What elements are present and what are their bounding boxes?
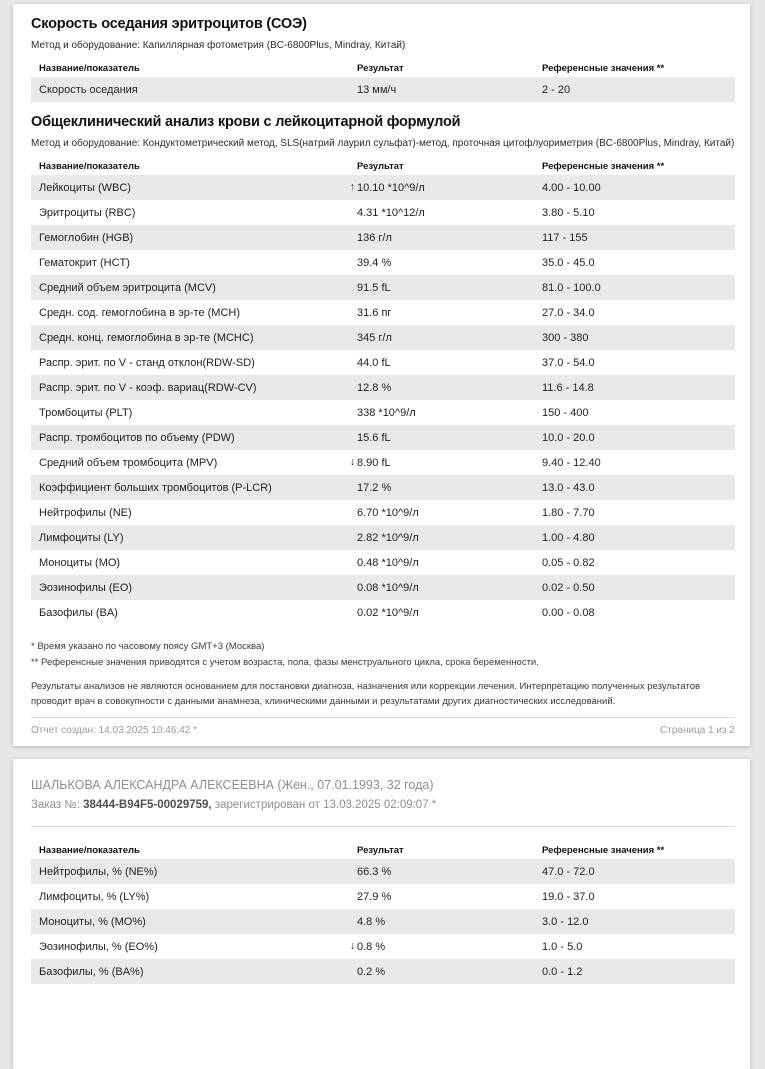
result-cell (357, 532, 542, 544)
result-cell (357, 966, 542, 978)
footnote-reference: ** Референсные значения приводятся с учетом возраста, пола, фазы менструального цикла, срока беременности. (31, 657, 539, 668)
param-name: Распр. эрит. по V - коэф. вариац(RDW-CV) (39, 381, 257, 394)
reference-range: 0.00 - 0.08 (542, 606, 595, 619)
report-created-timestamp: Отчет создан: 14.03.2025 10:46:42 * (31, 725, 197, 736)
result-value: 0.48 *10^9/л (357, 556, 419, 569)
reference-range: 13.0 - 43.0 (542, 481, 595, 494)
result-value: 31.6 пг (357, 306, 392, 319)
param-name: Моноциты, % (MO%) (39, 915, 146, 928)
reference-range: 300 - 380 (542, 331, 589, 344)
result-value: 27.9 % (357, 890, 392, 903)
result-cell (357, 407, 542, 419)
section-title-esr: Скорость оседания эритроцитов (СОЭ) (31, 16, 307, 32)
col-header-ref: Референсные значения ** (542, 62, 665, 74)
page-number: Страница 1 из 2 (660, 725, 735, 736)
order-info (31, 797, 735, 814)
result-value: 2.82 *10^9/л (357, 531, 419, 544)
param-name: Распр. тромбоцитов по объему (PDW) (39, 431, 235, 444)
reference-range: 9.40 - 12.40 (542, 456, 601, 469)
table-row (31, 959, 735, 984)
result-value: 4.8 % (357, 915, 386, 928)
result-cell (349, 455, 542, 469)
section-esr (31, 16, 735, 102)
param-name: Средний объем тромбоцита (MPV) (39, 456, 218, 469)
param-name: Базофилы, % (BA%) (39, 965, 144, 978)
method-line-cbc: Метод и оборудование: Кондуктометрический метод, SLS(натрий лаурил сульфат)-метод, проточная цитофлуориметрия (BC-6800Plus, Mindray, Китай) (31, 138, 735, 149)
table-row (31, 500, 735, 525)
result-cell (357, 257, 542, 269)
result-cell (357, 582, 542, 594)
result-cell (357, 307, 542, 319)
result-cell (357, 207, 542, 219)
esr-table-body (31, 77, 735, 102)
param-name: Средн. конц. гемоглобина в эр-те (MCHC) (39, 331, 254, 344)
result-cell (357, 332, 542, 344)
table-row (31, 909, 735, 934)
cbc-table-header (31, 157, 735, 175)
result-value: 0.08 *10^9/л (357, 581, 419, 594)
result-value: 6.70 *10^9/л (357, 506, 419, 519)
result-cell (357, 482, 542, 494)
table-row (31, 275, 735, 300)
param-name: Коэффициент больших тромбоцитов (P-LCR) (39, 481, 272, 494)
param-name: Эритроциты (RBC) (39, 206, 136, 219)
table-row (31, 450, 735, 475)
report-page-2 (13, 759, 750, 1069)
result-cell (357, 557, 542, 569)
param-name: Гемоглобин (HGB) (39, 231, 134, 244)
flag-arrow-icon: ↓ (349, 939, 355, 952)
result-value: 12.8 % (357, 381, 392, 394)
param-name: Лимфоциты, % (LY%) (39, 890, 150, 903)
reference-range: 47.0 - 72.0 (542, 865, 595, 878)
result-value: 4.31 *10^12/л (357, 206, 425, 219)
result-cell (357, 232, 542, 244)
result-cell (357, 866, 542, 878)
diff-table-header (31, 841, 735, 859)
table-row (31, 77, 735, 102)
order-registered: зарегистрирован от 13.03.2025 02:09:07 * (214, 799, 437, 811)
result-value: 66.3 % (357, 865, 392, 878)
col-header-name: Название/показатель (39, 62, 140, 74)
param-name: Средний объем эритроцита (MCV) (39, 281, 216, 294)
reference-range: 0.0 - 1.2 (542, 965, 583, 978)
reference-range: 3.0 - 12.0 (542, 915, 589, 928)
table-row (31, 475, 735, 500)
param-name: Моноциты (MO) (39, 556, 121, 569)
section-cbc (31, 114, 735, 625)
result-cell (357, 607, 542, 619)
param-name: Нейтрофилы, % (NE%) (39, 865, 158, 878)
page-footer (31, 717, 735, 736)
reference-range: 1.80 - 7.70 (542, 506, 595, 519)
result-value: 17.2 % (357, 481, 392, 494)
cbc-table (31, 157, 735, 625)
col-header-result: Результат (357, 62, 404, 74)
table-row (31, 400, 735, 425)
table-row (31, 525, 735, 550)
param-name: Средн. сод. гемоглобина в эр-те (MCH) (39, 306, 241, 319)
result-value: 44.0 fL (357, 356, 391, 369)
reference-range: 37.0 - 54.0 (542, 356, 595, 369)
table-row (31, 325, 735, 350)
result-value: 136 г/л (357, 231, 392, 244)
table-row (31, 934, 735, 959)
param-name: Гематокрит (HCT) (39, 256, 130, 269)
result-cell (357, 357, 542, 369)
table-row (31, 884, 735, 909)
result-value: 338 *10^9/л (357, 406, 416, 419)
result-value: 15.6 fL (357, 431, 391, 444)
col-header-result: Результат (357, 160, 404, 172)
result-value: 39.4 % (357, 256, 392, 269)
table-row (31, 175, 735, 200)
col-header-ref: Референсные значения ** (542, 160, 665, 172)
result-cell (357, 507, 542, 519)
table-row (31, 550, 735, 575)
col-header-name: Название/показатель (39, 844, 140, 856)
reference-range: 150 - 400 (542, 406, 589, 419)
reference-range: 4.00 - 10.00 (542, 181, 601, 194)
reference-range: 27.0 - 34.0 (542, 306, 595, 319)
result-cell (357, 916, 542, 928)
table-row (31, 859, 735, 884)
param-name: Эозинофилы, % (EO%) (39, 940, 158, 953)
reference-range: 117 - 155 (542, 231, 588, 244)
flag-arrow-icon: ↑ (349, 180, 355, 193)
result-cell (349, 939, 542, 953)
esr-table-header (31, 59, 735, 77)
header-divider (31, 826, 735, 827)
result-cell (357, 432, 542, 444)
result-value: 91.5 fL (357, 281, 391, 294)
reference-range: 19.0 - 37.0 (542, 890, 595, 903)
diff-table (31, 841, 735, 984)
reference-range: 2 - 20 (542, 83, 571, 96)
col-header-ref: Референсные значения ** (542, 844, 665, 856)
reference-range: 0.02 - 0.50 (542, 581, 595, 594)
reference-range: 81.0 - 100.0 (542, 281, 601, 294)
table-row (31, 250, 735, 275)
param-name: Нейтрофилы (NE) (39, 506, 132, 519)
table-row (31, 225, 735, 250)
param-name: Лейкоциты (WBC) (39, 181, 131, 194)
table-row (31, 600, 735, 625)
order-label: Заказ №: (31, 799, 80, 811)
table-row (31, 300, 735, 325)
report-page-1 (13, 4, 750, 746)
reference-range: 10.0 - 20.0 (542, 431, 595, 444)
col-header-result: Результат (357, 844, 404, 856)
cbc-table-body (31, 175, 735, 625)
esr-table (31, 59, 735, 102)
disclaimer-text: Результаты анализов не являются основанием для постановки диагноза, назначения или коррекции лечения. Интерпретацию полученных результатов проводит врач в совокупности с данными анамнеза, клиническими данными и результатами других диагностических исследований. (31, 681, 701, 707)
param-name: Эозинофилы (EO) (39, 581, 133, 594)
table-row (31, 200, 735, 225)
param-name: Базофилы (BA) (39, 606, 118, 619)
result-cell (349, 180, 542, 194)
result-value: 10.10 *10^9/л (357, 181, 425, 194)
reference-range: 1.0 - 5.0 (542, 940, 583, 953)
table-row (31, 425, 735, 450)
result-value: 0.8 % (357, 940, 386, 953)
patient-info: ШАЛЬКОВА АЛЕКСАНДРА АЛЕКСЕЕВНА (Жен., 07.01.1993, 32 года) (31, 778, 434, 792)
result-value: 13 мм/ч (357, 83, 397, 96)
order-number: 38444-B94F5-00029759, (83, 799, 212, 811)
result-value: 0.2 % (357, 965, 386, 978)
reference-range: 11.6 - 14.8 (542, 381, 594, 394)
reference-range: 35.0 - 45.0 (542, 256, 595, 269)
footnote-timezone: * Время указано по часовому поясу GMT+3 (Москва) (31, 641, 265, 652)
diff-table-body (31, 859, 735, 984)
result-value: 8.90 fL (357, 456, 391, 469)
reference-range: 1.00 - 4.80 (542, 531, 595, 544)
section-title-cbc: Общеклинический анализ крови с лейкоцитарной формулой (31, 114, 461, 130)
result-value: 0.02 *10^9/л (357, 606, 419, 619)
reference-range: 0.05 - 0.82 (542, 556, 595, 569)
result-value: 345 г/л (357, 331, 392, 344)
footnotes-block (31, 639, 735, 709)
table-row (31, 375, 735, 400)
result-cell (357, 891, 542, 903)
table-row (31, 575, 735, 600)
table-row (31, 350, 735, 375)
method-line-esr: Метод и оборудование: Капиллярная фотометрия (BC-6800Plus, Mindray, Китай) (31, 40, 406, 51)
param-name: Тромбоциты (PLT) (39, 406, 133, 419)
flag-arrow-icon: ↓ (349, 455, 355, 468)
param-name: Скорость оседания (39, 83, 138, 96)
reference-range: 3.80 - 5.10 (542, 206, 595, 219)
param-name: Распр. эрит. по V - станд отклон(RDW-SD) (39, 356, 255, 369)
result-cell (357, 382, 542, 394)
result-cell (357, 282, 542, 294)
col-header-name: Название/показатель (39, 160, 140, 172)
result-cell (357, 84, 542, 96)
param-name: Лимфоциты (LY) (39, 531, 124, 544)
